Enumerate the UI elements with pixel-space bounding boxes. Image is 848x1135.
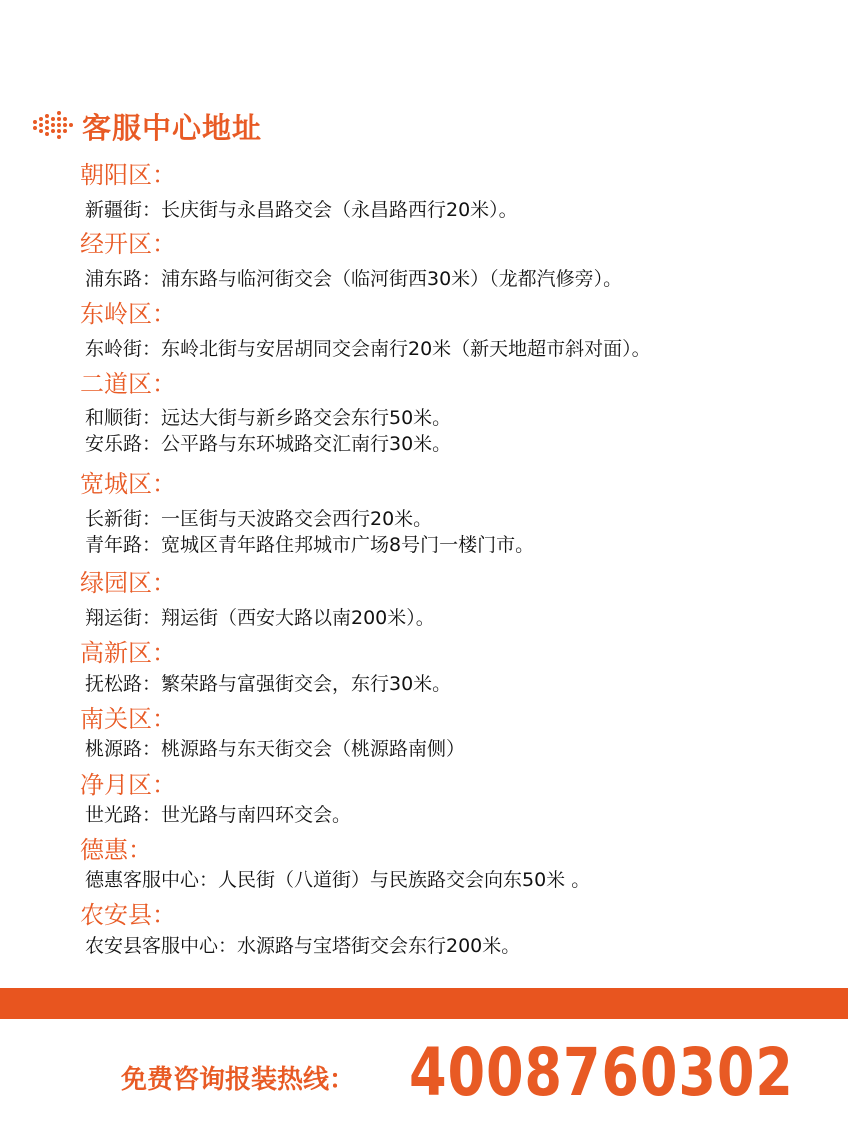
address-line: 青年路：宽城区青年路住邦城市广场8号门一楼门市。 [85, 534, 535, 556]
address-line: 新疆街：长庆街与永昌路交会（永昌路西行20米）。 [85, 199, 518, 221]
district-heading: 高新区： [80, 639, 176, 667]
district-heading: 南关区： [80, 705, 176, 733]
district-heading: 净月区： [80, 771, 176, 799]
page-title: 客服中心地址 [82, 110, 263, 145]
address-line: 桃源路：桃源路与东天街交会（桃源路南侧） [85, 738, 466, 760]
address-line: 抚松路：繁荣路与富强街交会，东行30米。 [85, 673, 452, 695]
district-heading: 东岭区： [80, 300, 176, 328]
footer-band [0, 988, 848, 1019]
address-line: 翔运街：翔运街（西安大路以南200米）。 [85, 607, 435, 629]
address-line: 浦东路：浦东路与临河街交会（临河街西30米）（龙都汽修旁）。 [85, 268, 623, 290]
district-heading: 绿园区： [80, 569, 176, 597]
section-header [32, 106, 262, 146]
district-heading: 宽城区： [80, 470, 176, 498]
address-line: 世光路：世光路与南四环交会。 [85, 804, 352, 826]
district-heading: 德惠： [80, 836, 152, 864]
address-line: 农安县客服中心：水源路与宝塔街交会东行200米。 [85, 935, 521, 957]
address-line: 安乐路：公平路与东环城路交汇南行30米。 [85, 433, 452, 455]
district-heading: 二道区： [80, 370, 176, 398]
address-line: 和顺街：远达大街与新乡路交会东行50米。 [85, 407, 452, 429]
address-line: 东岭街：东岭北街与安居胡同交会南行20米（新天地超市斜对面）。 [85, 338, 651, 360]
address-line: 长新街：一匡街与天波路交会西行20米。 [85, 508, 433, 530]
hotline-label: 免费咨询报装热线： [121, 1065, 356, 1095]
dotted-arrow-icon [32, 108, 76, 144]
district-heading: 朝阳区： [80, 161, 176, 189]
district-heading: 经开区： [80, 230, 176, 258]
address-line: 德惠客服中心：人民街（八道街）与民族路交会向东50米 。 [85, 869, 591, 891]
district-heading: 农安县： [80, 901, 176, 929]
hotline-number[interactable]: 4008760302 [409, 1034, 794, 1111]
